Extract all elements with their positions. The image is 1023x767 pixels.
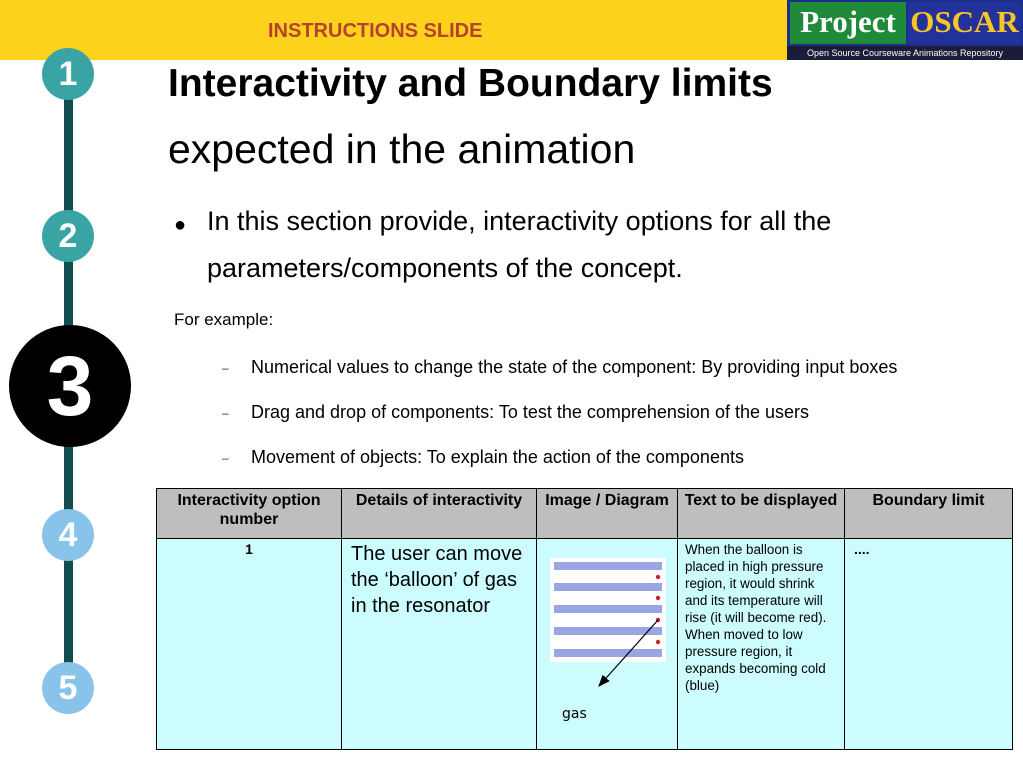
bullet-dot-icon: ● (174, 214, 187, 236)
sub-item-1: Numerical values to change the state of the component: By providing input boxes (251, 357, 898, 377)
logo-subtitle: Open Source Courseware Animations Repository (787, 46, 1023, 60)
step-2-marker: 2 (42, 210, 94, 262)
gas-particle-dot (656, 640, 660, 644)
header-details: Details of interactivity (342, 489, 537, 539)
resonator-bar (554, 649, 662, 657)
dash-icon: – (222, 406, 229, 420)
cell-boundary-limit: .... (845, 539, 1013, 750)
resonator-diagram (550, 558, 680, 698)
sub-item-2: Drag and drop of components: To test the comprehension of the users (251, 402, 809, 422)
logo-project-text: Project (790, 2, 906, 44)
header-option-number: Interactivity option number (157, 489, 342, 539)
step-3-marker-current: 3 (9, 325, 131, 447)
header-image: Image / Diagram (537, 489, 678, 539)
resonator-bar (554, 562, 662, 570)
step-1-marker: 1 (42, 48, 94, 100)
banner-title: INSTRUCTIONS SLIDE (268, 20, 483, 42)
header-boundary-limit: Boundary limit (845, 489, 1013, 539)
sub-item-3: Movement of objects: To explain the action of the components (251, 447, 744, 467)
step-5-marker: 5 (42, 662, 94, 714)
gas-particle-dot (656, 575, 660, 579)
slide-title-line1: Interactivity and Boundary limits (168, 62, 773, 105)
example-label: For example: (174, 310, 274, 329)
logo-top (787, 0, 1023, 46)
table-header-row (157, 489, 1013, 539)
gas-label: gas (562, 706, 587, 722)
main-bullet-text: In this section provide, interactivity options for all the parameters/components of the concept. (207, 206, 832, 283)
top-banner (0, 0, 787, 60)
cell-details: The user can move the ‘balloon’ of gas in the resonator (342, 539, 537, 750)
cell-option-number: 1 (157, 539, 342, 750)
step-4-marker: 4 (42, 509, 94, 561)
cell-text: When the balloon is placed in high pressure region, it would shrink and its temperature will rise (it will become red). When moved to low pressure region, it expands becoming cold (blue) (678, 539, 845, 750)
project-oscar-logo (787, 0, 1023, 60)
dash-icon: – (222, 361, 229, 375)
resonator-bar (554, 605, 662, 613)
slide-title-line2: expected in the animation (168, 126, 636, 172)
gas-particle-dot (656, 596, 660, 600)
logo-oscar-text: OSCAR (908, 2, 1021, 44)
header-text: Text to be displayed (678, 489, 845, 539)
dash-icon: – (222, 451, 229, 465)
resonator-bar (554, 583, 662, 591)
